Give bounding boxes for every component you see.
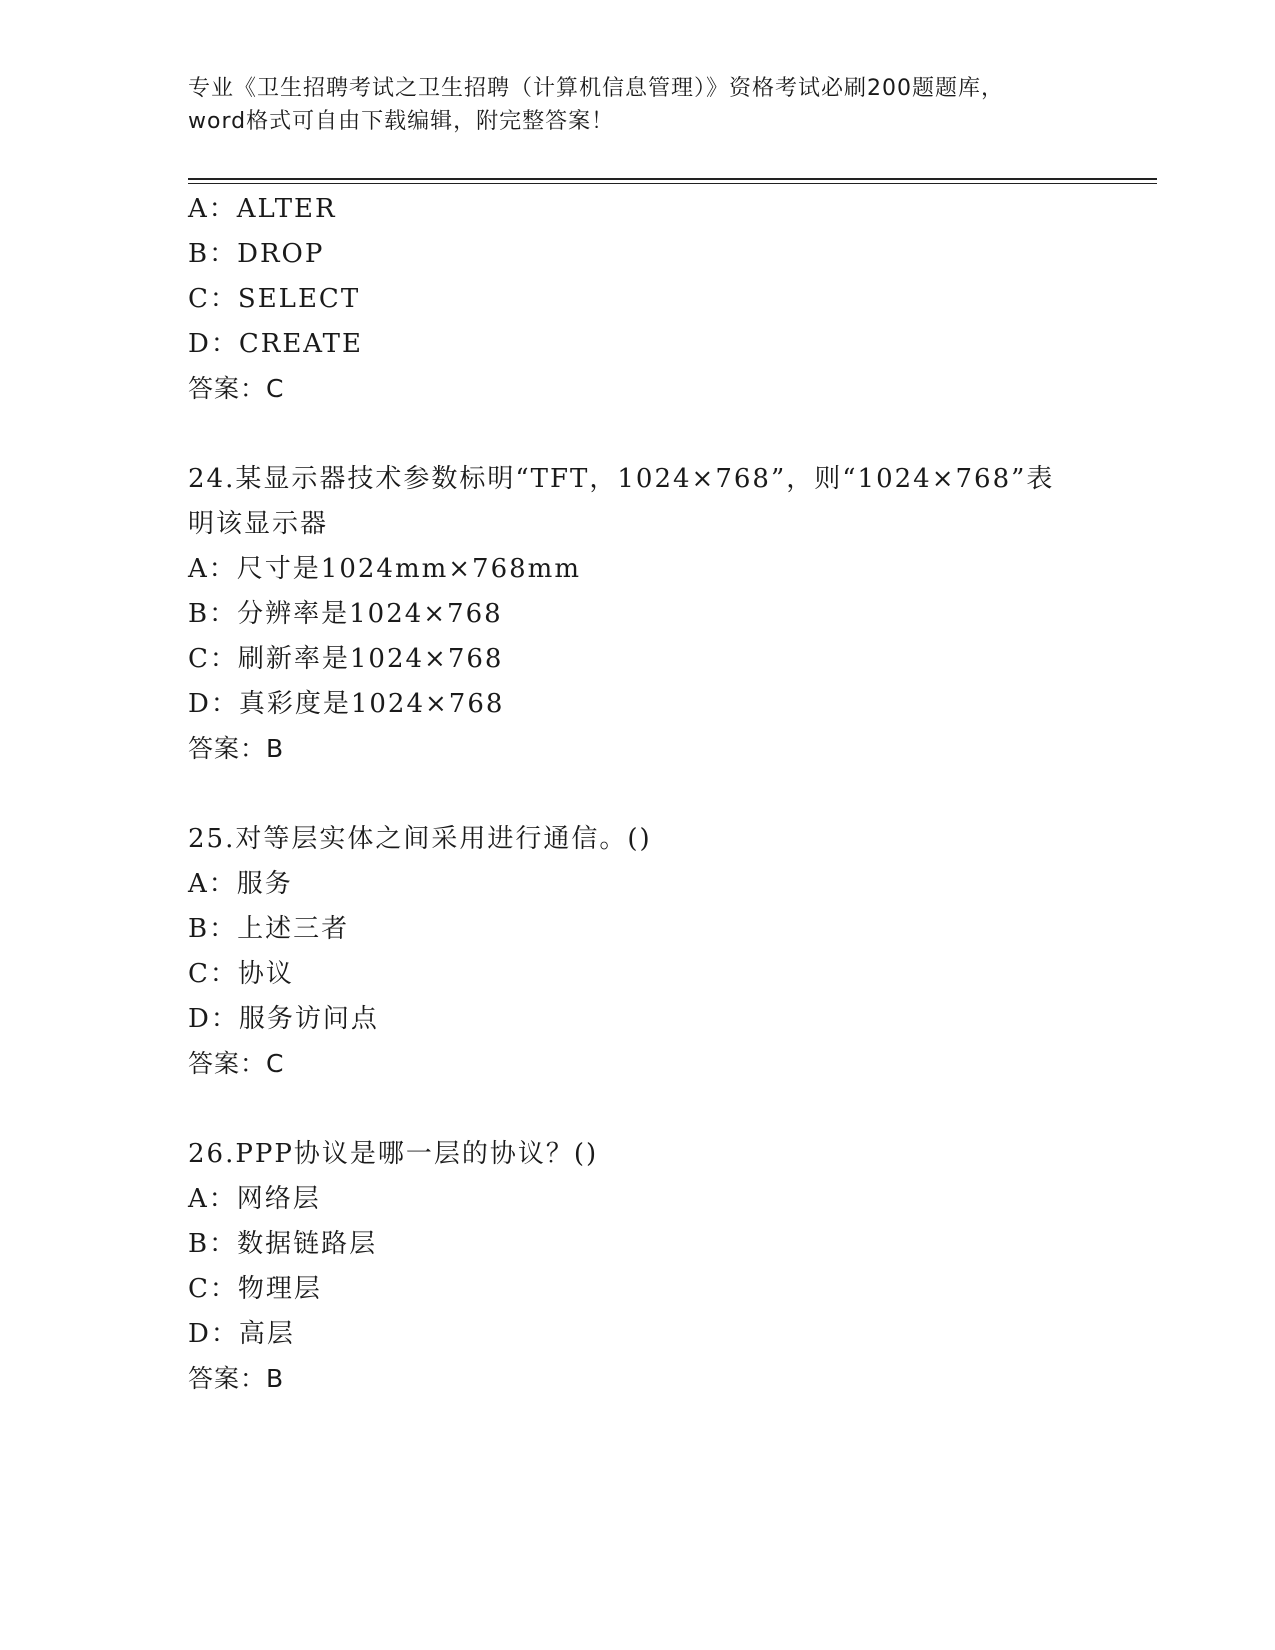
q23-answer: 答案：C [188, 374, 285, 403]
header-line-1: 专业《卫生招聘考试之卫生招聘（计算机信息管理）》资格考试必刷200题题库， [188, 76, 1004, 101]
q26-answer: 答案：B [188, 1364, 285, 1393]
q23-option-c: C：SELECT [188, 284, 361, 314]
q23-option-b: B：DROP [188, 239, 325, 269]
q25-option-b: B：上述三者 [188, 914, 350, 944]
q26-stem: 26.PPP协议是哪一层的协议？() [188, 1139, 599, 1169]
q24-answer: 答案：B [188, 734, 285, 763]
q24-option-d: D：真彩度是1024×768 [188, 689, 505, 719]
q25-answer: 答案：C [188, 1049, 285, 1078]
q25-stem: 25.对等层实体之间采用进行通信。() [188, 824, 652, 854]
q24-option-c: C：刷新率是1024×768 [188, 644, 504, 674]
q25-option-d: D：服务访问点 [188, 1004, 379, 1034]
q24-stem-line-1: 24.某显示器技术参数标明“TFT，1024×768”，则“1024×768”表 [188, 464, 1055, 494]
q24-option-b: B：分辨率是1024×768 [188, 599, 503, 629]
q25-option-a: A：服务 [188, 869, 293, 899]
q24-option-a: A：尺寸是1024mm×768mm [188, 554, 581, 584]
header-divider-thin [188, 183, 1157, 184]
q24-stem-line-2: 明该显示器 [188, 509, 329, 539]
document-header [188, 72, 1088, 138]
q23-option-a: A：ALTER [188, 194, 337, 224]
q25-option-c: C：协议 [188, 959, 294, 989]
q26-option-c: C：物理层 [188, 1274, 322, 1304]
q26-option-b: B：数据链路层 [188, 1229, 378, 1259]
q23-option-d: D：CREATE [188, 329, 363, 359]
q26-option-a: A：网络层 [188, 1184, 321, 1214]
header-divider-thick [188, 178, 1157, 180]
q26-option-d: D：高层 [188, 1319, 295, 1349]
header-line-2: word格式可自由下载编辑，附完整答案！ [188, 109, 615, 134]
